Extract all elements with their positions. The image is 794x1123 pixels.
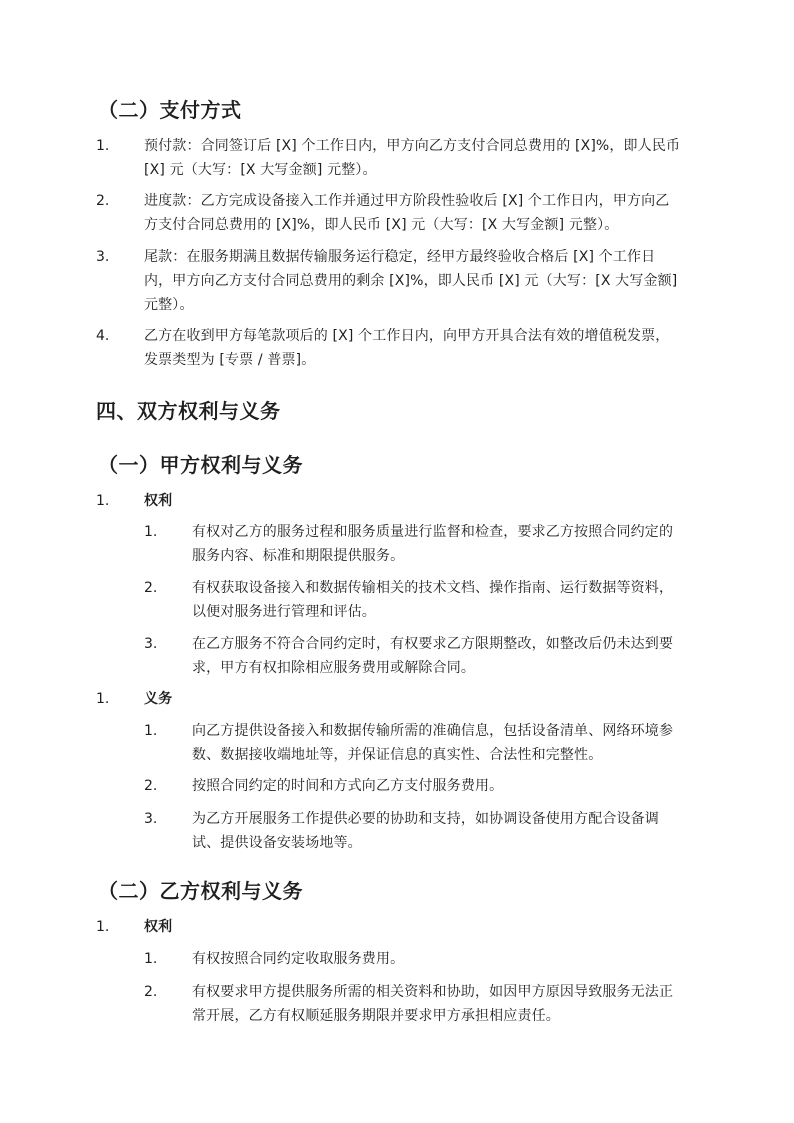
item-text	[144, 245, 704, 317]
item-number: 2.	[144, 580, 158, 596]
text-line: 元整）。	[144, 297, 194, 313]
text-line: 内，甲方向乙方支付合同总费用的剩余 [X]%，即人民币 [X] 元（大写：[X 大写金额]	[144, 273, 678, 289]
rights-duties-heading: 四、双方权利与义务	[96, 399, 281, 423]
item-number: 3.	[96, 249, 110, 265]
party-a-heading: （一）甲方权利与义务	[98, 453, 303, 477]
text-line: 进度款：乙方完成设备接入工作并通过甲方阶段性验收后 [X] 个工作日内，甲方向乙	[144, 193, 670, 209]
text-line: 方支付合同总费用的 [X]%，即人民币 [X] 元（大写：[X 大写金额] 元整）。	[144, 217, 619, 233]
text-line: 乙方在收到甲方每笔款项后的 [X] 个工作日内，向甲方开具合法有效的增值税发票，	[144, 328, 670, 344]
text-line: 服务内容、标准和期限提供服务。	[192, 548, 405, 564]
item-text	[192, 807, 712, 855]
text-line: 数、数据接收端地址等，并保证信息的真实性、合法性和完整性。	[192, 747, 603, 763]
item-number: 1.	[144, 723, 158, 739]
text-line: 尾款：在服务期满且数据传输服务运行稳定，经甲方最终验收合格后 [X] 个工作日	[144, 249, 656, 265]
text-line: 有权获取设备接入和数据传输相关的技术文档、操作指南、运行数据等资料，	[192, 580, 674, 596]
item-text	[144, 324, 704, 372]
item-number: 3.	[144, 636, 158, 652]
text-line: 常开展，乙方有权顺延服务期限并要求甲方承担相应责任。	[192, 1008, 560, 1024]
rights-label: 权利	[144, 493, 173, 509]
text-line: 向乙方提供设备接入和数据传输所需的准确信息，包括设备清单、网络环境参	[192, 723, 674, 739]
text-line: 发票类型为 [专票 / 普票]。	[144, 352, 316, 368]
text-line: [X] 元（大写：[X 大写金额] 元整）。	[144, 162, 377, 178]
item-number: 1.	[96, 493, 110, 509]
text-line: 在乙方服务不符合合同约定时，有权要求乙方限期整改，如整改后仍未达到要	[192, 636, 674, 652]
item-text	[192, 719, 712, 767]
item-number: 4.	[96, 328, 110, 344]
item-number: 1.	[96, 691, 110, 707]
item-number: 2.	[96, 193, 110, 209]
item-number: 1.	[144, 951, 158, 967]
item-number: 2.	[144, 984, 158, 1000]
text-line: 以便对服务进行管理和评估。	[192, 604, 376, 620]
item-number: 2.	[144, 778, 158, 794]
item-text	[192, 632, 712, 680]
item-number: 1.	[144, 524, 158, 540]
duties-label: 义务	[144, 691, 173, 707]
item-number: 1.	[96, 138, 110, 154]
payment-heading: （二）支付方式	[98, 98, 242, 122]
text-line: 有权要求甲方提供服务所需的相关资料和协助，如因甲方原因导致服务无法正	[192, 984, 674, 1000]
item-text	[144, 134, 704, 182]
text-line: 有权对乙方的服务过程和服务质量进行监督和检查，要求乙方按照合同约定的	[192, 524, 674, 540]
item-text	[192, 520, 712, 568]
item-text	[144, 189, 704, 237]
text-line: 预付款：合同签订后 [X] 个工作日内，甲方向乙方支付合同总费用的 [X]%，即人民币	[144, 138, 681, 154]
text-line: 试、提供设备安装场地等。	[192, 835, 362, 851]
text-line: 求，甲方有权扣除相应服务费用或解除合同。	[192, 660, 475, 676]
text-line: 有权按照合同约定收取服务费用。	[192, 951, 405, 967]
text-line: 为乙方开展服务工作提供必要的协助和支持，如协调设备使用方配合设备调	[192, 811, 659, 827]
item-text	[192, 774, 712, 798]
item-text	[192, 980, 712, 1028]
rights-label: 权利	[144, 919, 173, 935]
item-text	[192, 576, 712, 624]
text-line: 按照合同约定的时间和方式向乙方支付服务费用。	[192, 778, 504, 794]
item-number: 1.	[96, 919, 110, 935]
item-number: 3.	[144, 811, 158, 827]
item-text	[192, 947, 712, 971]
party-b-heading: （二）乙方权利与义务	[98, 879, 303, 903]
